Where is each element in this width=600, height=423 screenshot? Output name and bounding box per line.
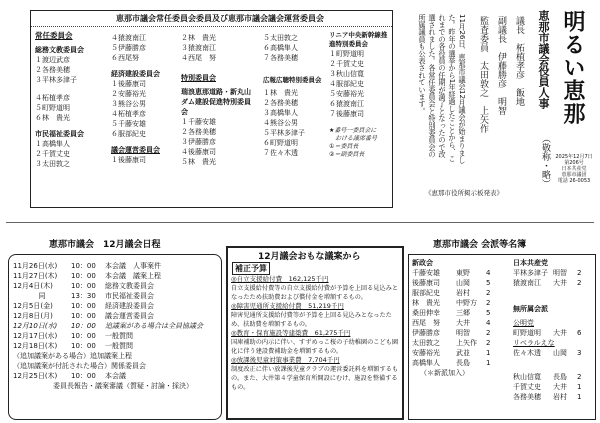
member-area: 大井 <box>553 329 567 337</box>
member-name: 高橋隼人 <box>412 359 440 367</box>
member: ３熊谷公男 <box>111 100 146 108</box>
bills-list <box>231 275 401 392</box>
member-term: 2 <box>577 279 582 287</box>
masthead-meta <box>553 154 595 184</box>
member: １渡辺武彦 <box>35 56 70 64</box>
member-name: 各務美穂 <box>513 393 541 401</box>
schedule-row <box>13 341 219 351</box>
sched-date: 12月4日(木) <box>13 282 53 290</box>
member: １高橋隼人 <box>35 140 70 148</box>
sched-date: 12月25日(木) <box>13 372 58 380</box>
sched-event: 本会議 議案上程 <box>105 272 161 280</box>
member: ２千賀丈史 <box>35 150 70 158</box>
shinsei-group <box>412 258 510 378</box>
member-term: 2 <box>486 329 491 337</box>
jinji-title: 恵那市議会役員人事 <box>537 10 550 109</box>
member: ７各務美穂 <box>263 54 298 62</box>
member-term: 2 <box>486 289 491 297</box>
member-term: 2 <box>577 373 582 381</box>
faction-member <box>412 268 510 278</box>
member: ２千賀丈史 <box>329 60 364 68</box>
bill-item <box>231 302 401 329</box>
sched-event: 議会運営委員会 <box>105 312 154 320</box>
sched-date: 12月8日(月) <box>13 312 53 320</box>
member-area: 上矢作 <box>456 339 477 347</box>
member: ５千藤安雄 <box>111 120 146 128</box>
sched-event: 総務文教委員会 <box>105 282 154 290</box>
member-term: 2 <box>486 299 491 307</box>
soumu-title: 総務文教委員会 <box>35 46 84 54</box>
member-name: 千藤安雄 <box>412 269 440 277</box>
member: ６服部紀史 <box>111 130 146 138</box>
member-name: 西尾 努 <box>412 319 440 327</box>
member-name: 林 貴光 <box>412 299 440 307</box>
schedule-row <box>13 291 219 301</box>
member-area: 大井 <box>456 319 470 327</box>
sched-date: 同 <box>38 292 46 300</box>
member: ３秋山信寛 <box>329 70 364 78</box>
committee-col-1 <box>35 31 105 169</box>
member: １後藤康司 <box>111 80 146 88</box>
sched-event: 追議案がある場合は全員協議会 <box>105 322 203 330</box>
jinji-body: 11月26日、恵那市議会12月議会が始まりました。昨年の選挙から1年経過したことから、これまでの各役員の任期が満了となったので改選されました。各常任委員会と特別委員会の所属議員も公表されています。 <box>418 14 467 164</box>
committee-col-5 <box>329 31 393 159</box>
member: ３伊藤勝彦 <box>181 138 216 146</box>
member-area: 武並 <box>456 349 470 357</box>
sched-time: 10：00 <box>71 262 96 270</box>
member: ６林 貴光 <box>35 114 70 122</box>
member: ５伊藤勝彦 <box>111 44 146 52</box>
note-line: ①＝委員長 <box>329 143 359 150</box>
faction-member <box>412 358 510 368</box>
bill-item <box>231 329 401 356</box>
member: ４熊谷公男 <box>263 119 298 127</box>
kouiki-title: 広報広聴特別委員会 <box>263 76 322 84</box>
member-area: 三郷 <box>456 309 470 317</box>
member-name: 秋山信寛 <box>513 373 541 381</box>
issue-number: 第206号 <box>564 160 584 166</box>
member: ３猿渡南江 <box>181 44 216 52</box>
schedule-row <box>13 321 219 331</box>
committee-col-3 <box>181 33 261 167</box>
faction-member <box>412 318 510 328</box>
member-name: 猿渡南江 <box>513 279 541 287</box>
publisher-tel: 電話 26-0053 <box>557 178 591 184</box>
gikai-un-title: 議会運営委員会 <box>111 146 160 154</box>
sched-date: 12月5日(金) <box>13 302 53 310</box>
sched-event: 一般質問 <box>105 332 133 340</box>
schedule-row <box>13 261 219 271</box>
schedule-row <box>13 371 219 381</box>
member-term: 4 <box>486 319 491 327</box>
factions-title: 恵那市議会 会派等名簿 <box>433 240 527 250</box>
keizai-title: 経済建設委員会 <box>111 70 160 78</box>
member: ４西尾 努 <box>181 54 216 62</box>
faction-member <box>412 328 510 338</box>
bill-body: 制度改正に伴い放課後児童クラブの運営委託料を増額するもの。また、大井第４学童保育所開設にむけ、施設を整備するもの。 <box>231 366 399 391</box>
sched-event: 委員長報告・議案審議（質疑・討論・採決） <box>53 382 193 390</box>
sched-date: 12月10日(水) <box>13 322 58 330</box>
sched-event: 本会議 人事案件 <box>105 262 161 270</box>
factions-box <box>408 240 596 420</box>
bill-body: 障害児通所支援給付費等が予算を上回る見込みとなったため、扶助費を増額するもの。 <box>231 312 392 328</box>
schedule-list <box>13 261 219 391</box>
member-area: 大井 <box>553 279 567 287</box>
sched-event: 市民福祉委員会 <box>105 292 154 300</box>
committee-note <box>329 127 393 159</box>
schedule-row <box>13 351 219 361</box>
role-chair <box>512 16 525 106</box>
member-area: 明智 <box>553 269 567 277</box>
member: ４柘植孝彦 <box>35 94 70 102</box>
committee-col-2 <box>111 33 183 165</box>
jonin-heading: 常任委員会 <box>35 31 73 40</box>
member-term: 1 <box>486 359 491 367</box>
sched-time: 10：00 <box>71 272 96 280</box>
member: ５町野道明 <box>35 104 70 112</box>
member: ３平林多津子 <box>35 76 77 84</box>
bill-item <box>231 356 401 392</box>
member-term: 1 <box>577 393 582 401</box>
schedule-row <box>13 361 219 371</box>
sched-time: 13：30 <box>71 292 96 300</box>
role-auditor <box>476 16 489 133</box>
member-area: 岩村 <box>456 289 470 297</box>
faction-member <box>513 372 595 382</box>
member: ４柘植孝彦 <box>111 110 146 118</box>
member: ４後藤康司 <box>181 148 216 156</box>
role-vice-chair <box>494 16 507 115</box>
mushozoku-title: 無所属会派 <box>513 305 548 313</box>
note-line: ②＝副委員長 <box>329 151 365 158</box>
sched-date: 12月18日(木) <box>13 342 58 350</box>
member-name: 安藤裕光 <box>412 349 440 357</box>
member-name: 後藤康司 <box>412 279 440 287</box>
sched-date: 11月27日(木) <box>13 272 58 280</box>
faction-member <box>513 278 595 288</box>
member: １林 貴光 <box>263 89 298 97</box>
member-term: 2 <box>577 269 582 277</box>
member: ５安藤裕光 <box>329 90 364 98</box>
schedule-title: 恵那市議会 12月議会日程 <box>49 240 161 250</box>
bill-head: ◎放課後児童対策事業費 7,704千円 <box>231 356 340 364</box>
publisher-dept: 恵那市議団 <box>561 172 587 178</box>
note-line: ★番号一委員会に <box>329 127 377 134</box>
role-name: 伊藤勝彦 明智 <box>496 52 506 115</box>
committee-box <box>30 10 393 208</box>
member-area: 明智 <box>456 329 470 337</box>
schedule-row <box>13 271 219 281</box>
schedule-box <box>8 240 222 420</box>
member: ２各務美穂 <box>263 99 298 107</box>
member: ６猿渡南江 <box>329 100 364 108</box>
bill-head: ◎障害児通所支援給付費 51,219千円 <box>231 302 344 310</box>
member-name: 太田敦之 <box>412 339 440 347</box>
role-label: 議長 <box>514 16 524 34</box>
member: ７佐々木透 <box>263 149 298 157</box>
member: ６高橋隼人 <box>263 44 298 52</box>
committee-title: 恵那市議会常任委員会委員及び恵那市議会議会運営委員会 <box>116 14 324 23</box>
member: ２各務美穂 <box>181 128 216 136</box>
bill-item <box>231 275 401 302</box>
bills-sub: 補正予算 <box>232 262 270 275</box>
section-divider <box>6 222 594 223</box>
faction-member <box>412 278 510 288</box>
faction-member <box>412 288 510 298</box>
member-term: 1 <box>577 383 582 391</box>
member-name: 服部紀史 <box>412 289 440 297</box>
member: ５林 貴光 <box>181 158 216 166</box>
liberal-title: リベラルえな <box>513 339 555 347</box>
member: ５太田敦之 <box>263 34 298 42</box>
sched-event: 関係委員会 <box>111 362 146 370</box>
member-area: 岩村 <box>553 393 567 401</box>
shimin-title: 市民福祉委員会 <box>35 130 84 138</box>
jinji-subtitle: （敬称・略） <box>540 134 550 188</box>
member-area: 大井 <box>553 383 567 391</box>
shinsei-title: 新政会 <box>412 259 433 267</box>
bill-head: ◎教育・保育施設等建築費 61,275千円 <box>231 329 351 337</box>
member-term: 1 <box>486 349 491 357</box>
issue-date: 2025年12月7日 <box>555 154 593 160</box>
member-name: 伊藤勝彦 <box>412 329 440 337</box>
sched-time: 10：00 <box>71 372 96 380</box>
member: ４服部紀史 <box>329 80 364 88</box>
member-name: 町野道明 <box>513 329 541 337</box>
member: １後藤康司 <box>111 156 146 164</box>
kyousan-title: 日本共産党 <box>513 259 548 267</box>
sched-event: 一般質問 <box>105 342 133 350</box>
member: ３高橋隼人 <box>263 109 298 117</box>
sched-time: 10：00 <box>71 302 96 310</box>
member-term: 4 <box>486 269 491 277</box>
sched-date: （追加議案が付託された場合） <box>13 362 111 370</box>
sched-event: 追加議案上程 <box>90 352 132 360</box>
role-name: 柘植孝彦 飯地 <box>514 43 524 106</box>
sched-time: 10：00 <box>71 312 96 320</box>
bills-box <box>226 246 404 420</box>
jinji-section <box>395 6 553 201</box>
publisher: 日本共産党 <box>561 166 587 172</box>
member: １町野道明 <box>329 50 364 58</box>
member: ２林 貴光 <box>181 34 216 42</box>
soumu-members <box>35 55 105 123</box>
sched-time: 10：00 <box>71 322 96 330</box>
member: １千藤安雄 <box>181 118 216 126</box>
faction-member <box>412 298 510 308</box>
sched-date: （追加議案がある場合） <box>13 352 90 360</box>
committee-col-4 <box>263 33 329 158</box>
member: ６町野道明 <box>263 139 298 147</box>
sched-time: 10：00 <box>71 282 96 290</box>
linear-title: リニア中央新幹線推進特別委員会 <box>329 31 388 48</box>
member-name: 佐々木透 <box>513 349 541 357</box>
member-area: 東野 <box>456 269 470 277</box>
faction-member <box>513 328 595 338</box>
bill-body: 国庫補助の内示に伴い、すずめっこ桜の子幼稚園のこども園化に伴う建設費補助金を増額するもの。 <box>231 339 399 355</box>
member-term: 5 <box>486 279 491 287</box>
member-area: 長島 <box>456 359 470 367</box>
sched-date: 12月17日(水) <box>13 332 58 340</box>
shinsei-note: （＊新派加入） <box>420 369 469 377</box>
faction-member <box>412 338 510 348</box>
masthead <box>553 6 595 194</box>
member: ２安藤裕光 <box>111 90 146 98</box>
member: ４猿渡南江 <box>111 34 146 42</box>
jinji-source: 《恵那市役所掲示板発表》 <box>425 189 503 197</box>
komei-title: 公明党 <box>513 319 534 327</box>
member-term: 2 <box>486 339 491 347</box>
member: ６西尾努 <box>111 54 139 62</box>
faction-member <box>513 348 595 358</box>
member-name: 桑田伸幸 <box>412 309 440 317</box>
member: ７後藤康司 <box>329 110 364 118</box>
sched-event: 本会議 <box>105 372 126 380</box>
sched-time: 10：00 <box>71 342 96 350</box>
sched-date: 11月26日(水) <box>13 262 58 270</box>
shimin-members <box>35 139 105 169</box>
schedule-row <box>13 331 219 341</box>
bills-title: 12月議会おもな議案から <box>258 252 361 262</box>
faction-member <box>513 392 595 402</box>
member-area: 山岡 <box>456 279 470 287</box>
role-label: 監査委員 <box>478 16 488 52</box>
schedule-row <box>13 281 219 291</box>
member: ３太田敦之 <box>35 160 70 168</box>
schedule-row <box>13 381 219 391</box>
role-label: 副議長 <box>496 16 506 43</box>
member-name: 千賀丈史 <box>513 383 541 391</box>
schedule-row <box>13 301 219 311</box>
right-groups <box>513 258 595 402</box>
faction-member <box>513 382 595 392</box>
tokubetsu-heading: 特別委員会 <box>181 74 216 82</box>
role-name: 太田敦之 上矢作 <box>478 61 488 133</box>
member-area: 山岡 <box>553 349 567 357</box>
note-line: おける議席番号 <box>329 135 378 142</box>
member: ２各務美穂 <box>35 66 70 74</box>
member: ５平林多津子 <box>263 129 305 137</box>
schedule-row <box>13 311 219 321</box>
masthead-title: 明るい恵那 <box>560 10 585 125</box>
sched-time: 10：00 <box>71 332 96 340</box>
sched-event: 経済建設委員会 <box>105 302 154 310</box>
faction-member <box>412 308 510 318</box>
member-term: 5 <box>486 309 491 317</box>
member-term: 3 <box>577 349 582 357</box>
tokubetsu-sub: 瑞浪恵那道路・新丸山ダム建設促進特別委員会 <box>181 88 251 116</box>
bill-head: ◎自立支援給付費 162,125千円 <box>231 275 329 283</box>
member-area: 中野方 <box>456 299 477 307</box>
bill-body: 自立支援給付費等の自立支援給付費が予算を上回る見込みとなったため扶助費および償付金を増額するもの。 <box>231 285 399 301</box>
faction-member <box>513 268 595 278</box>
member-name: 平林多津子 <box>513 269 548 277</box>
faction-member <box>412 348 510 358</box>
member-area: 長島 <box>553 373 567 381</box>
member-term: 6 <box>577 329 582 337</box>
